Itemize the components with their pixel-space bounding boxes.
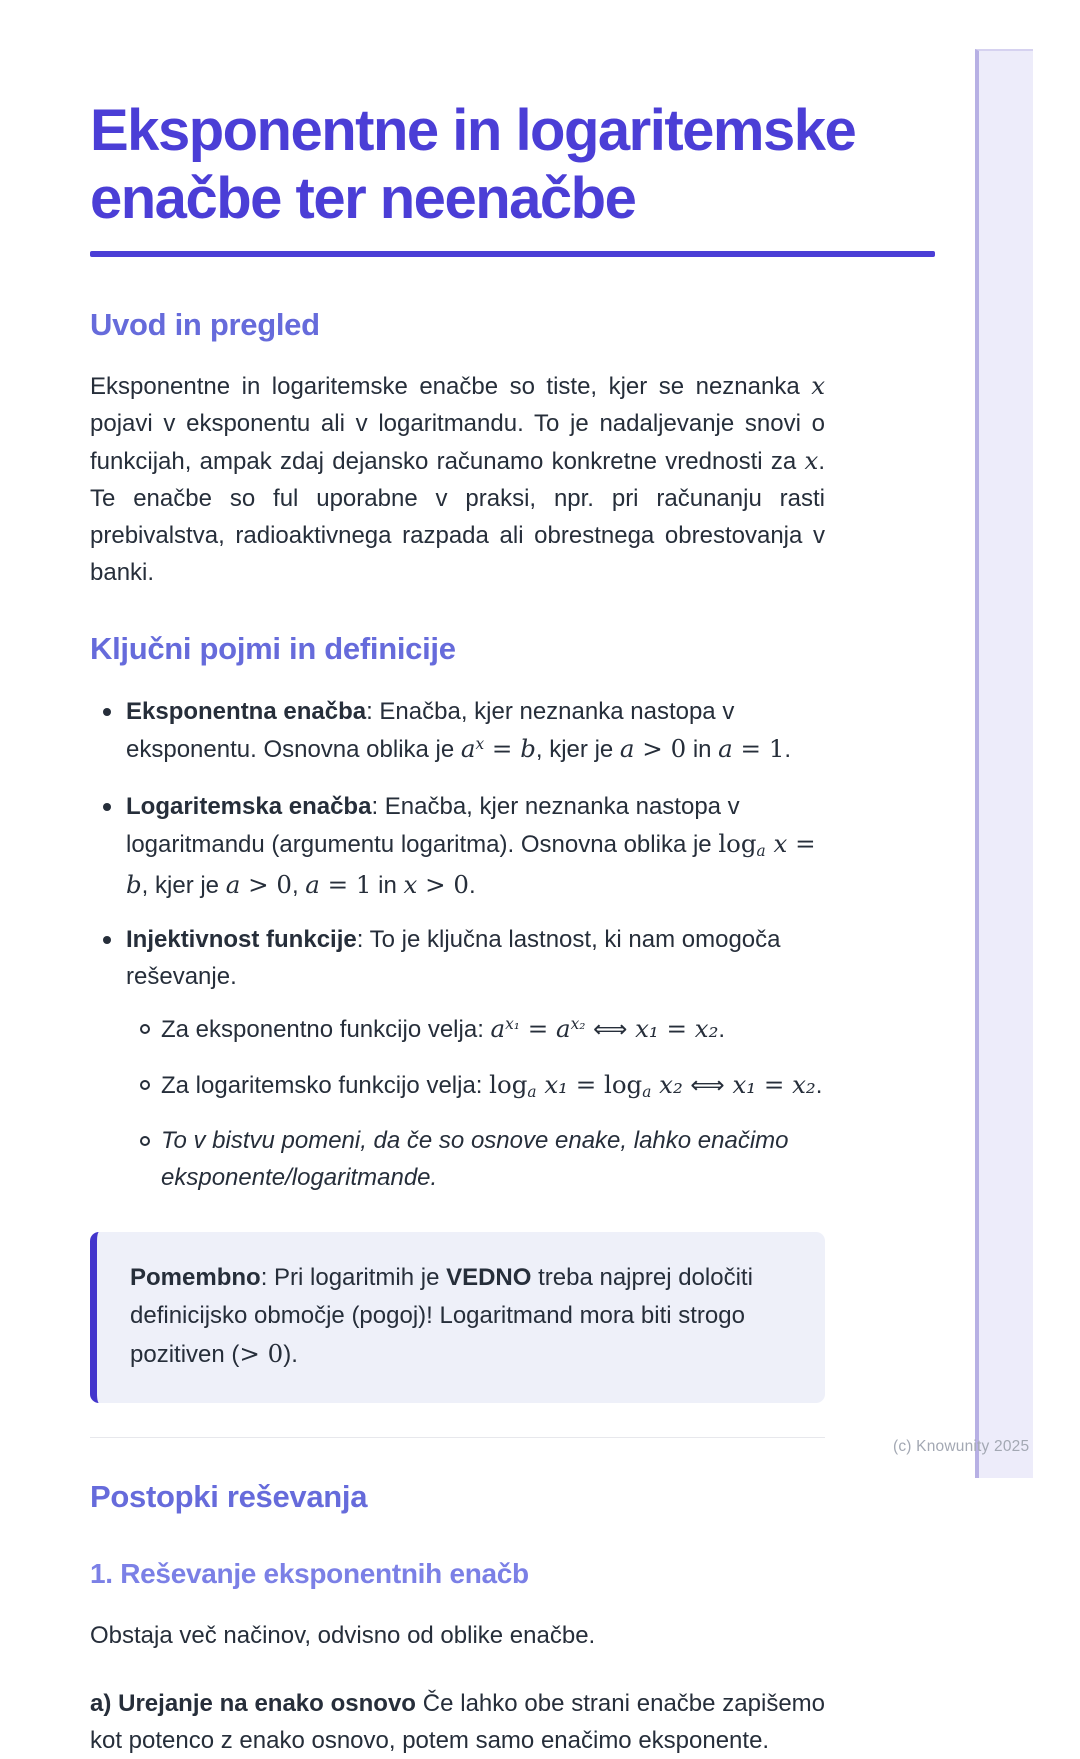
important-callout-box xyxy=(90,1232,825,1403)
subsection-heading-exponential-solving: 1. Reševanje eksponentnih enačb xyxy=(90,1558,529,1589)
section-heading-intro: Uvod in pregled xyxy=(90,307,320,342)
sub-list-item-text: Za eksponentno funkcijo velja: $a^{x_1} = a^{x_2}$ ⟺ x₁ = x₂. xyxy=(161,1014,726,1043)
list-item-text: Logaritemska enačba: Enačba, kjer neznanka nastopa v logaritmandu (argumentu logaritma). Osnovna oblika je loga x = b, kjer je a > 0, a = 1 in x > 0. xyxy=(126,793,816,899)
right-page-edge-strip xyxy=(975,49,1033,1478)
bullet-circle-icon xyxy=(140,1136,150,1146)
procedures-paragraph-2: a) Urejanje na enako osnovo Če lahko obe strani enačbe zapišemo kot potenco z enako osnovo, potem samo enačimo eksponente. xyxy=(90,1690,826,1754)
sub-list-item-text: To v bistvu pomeni, da če so osnove enake, lahko enačimo eksponente/logaritmande. xyxy=(161,1127,789,1191)
bullet-dot-icon xyxy=(103,936,111,944)
page-content xyxy=(90,0,935,1759)
intro-paragraph: Eksponentne in logaritemske enačbe so tiste, kjer se neznanka x pojavi v eksponentu ali v logaritmandu. To je nadaljevanje snovi o funkcijah, ampak zdaj dejansko računamo konkretne vrednosti za x. Te enačbe so ful uporabne v praksi, npr. pri računanju rasti prebivalstva, radioaktivnega razpada ali obrestnega obrestovanja v banki. xyxy=(90,371,825,586)
title-underline-rule xyxy=(90,251,935,257)
footer-credit: (c) Knowunity 2025 xyxy=(893,1438,1030,1455)
list-item-exponential-equation xyxy=(90,693,825,771)
list-item-injectivity xyxy=(90,921,825,1196)
callout-text: Pomembno: Pri logaritmih je VEDNO treba najprej določiti definicijsko območje (pogoj)! Logaritmand mora biti strogo pozitiven (> 0). xyxy=(130,1264,753,1368)
section-divider xyxy=(90,1437,825,1438)
list-item-text: Injektivnost funkcije: To je ključna lastnost, ki nam omogoča reševanje. xyxy=(126,926,781,990)
injectivity-sub-list xyxy=(126,1010,825,1196)
sub-list-item-exponential-rule xyxy=(126,1010,825,1051)
procedures-paragraph-1: Obstaja več načinov, odvisno od oblike enačbe. xyxy=(90,1622,596,1649)
sub-list-item-note xyxy=(126,1122,825,1196)
section-heading-procedures: Postopki reševanja xyxy=(90,1479,368,1514)
key-concepts-list xyxy=(90,693,825,1196)
sub-list-item-logarithmic-rule xyxy=(126,1066,825,1107)
page-title-line-2: enačbe ter neenačbe xyxy=(90,166,636,231)
bullet-dot-icon xyxy=(103,708,111,716)
section-heading-concepts: Ključni pojmi in definicije xyxy=(90,631,456,666)
page-title xyxy=(90,97,935,233)
bullet-dot-icon xyxy=(103,803,111,811)
page-title-line-1: Eksponentne in logaritemske xyxy=(90,98,856,163)
bullet-circle-icon xyxy=(140,1080,150,1090)
list-item-text: Eksponentna enačba: Enačba, kjer neznanka nastopa v eksponentu. Osnovna oblika je $a^x = b$, kjer je a > 0 in a = 1. xyxy=(126,698,792,763)
sub-list-item-text: Za logaritemsko funkcijo velja: loga x₁ = loga x₂ ⟺ x₁ = x₂. xyxy=(161,1070,823,1102)
bullet-circle-icon xyxy=(140,1024,150,1034)
list-item-logarithmic-equation xyxy=(90,788,825,904)
